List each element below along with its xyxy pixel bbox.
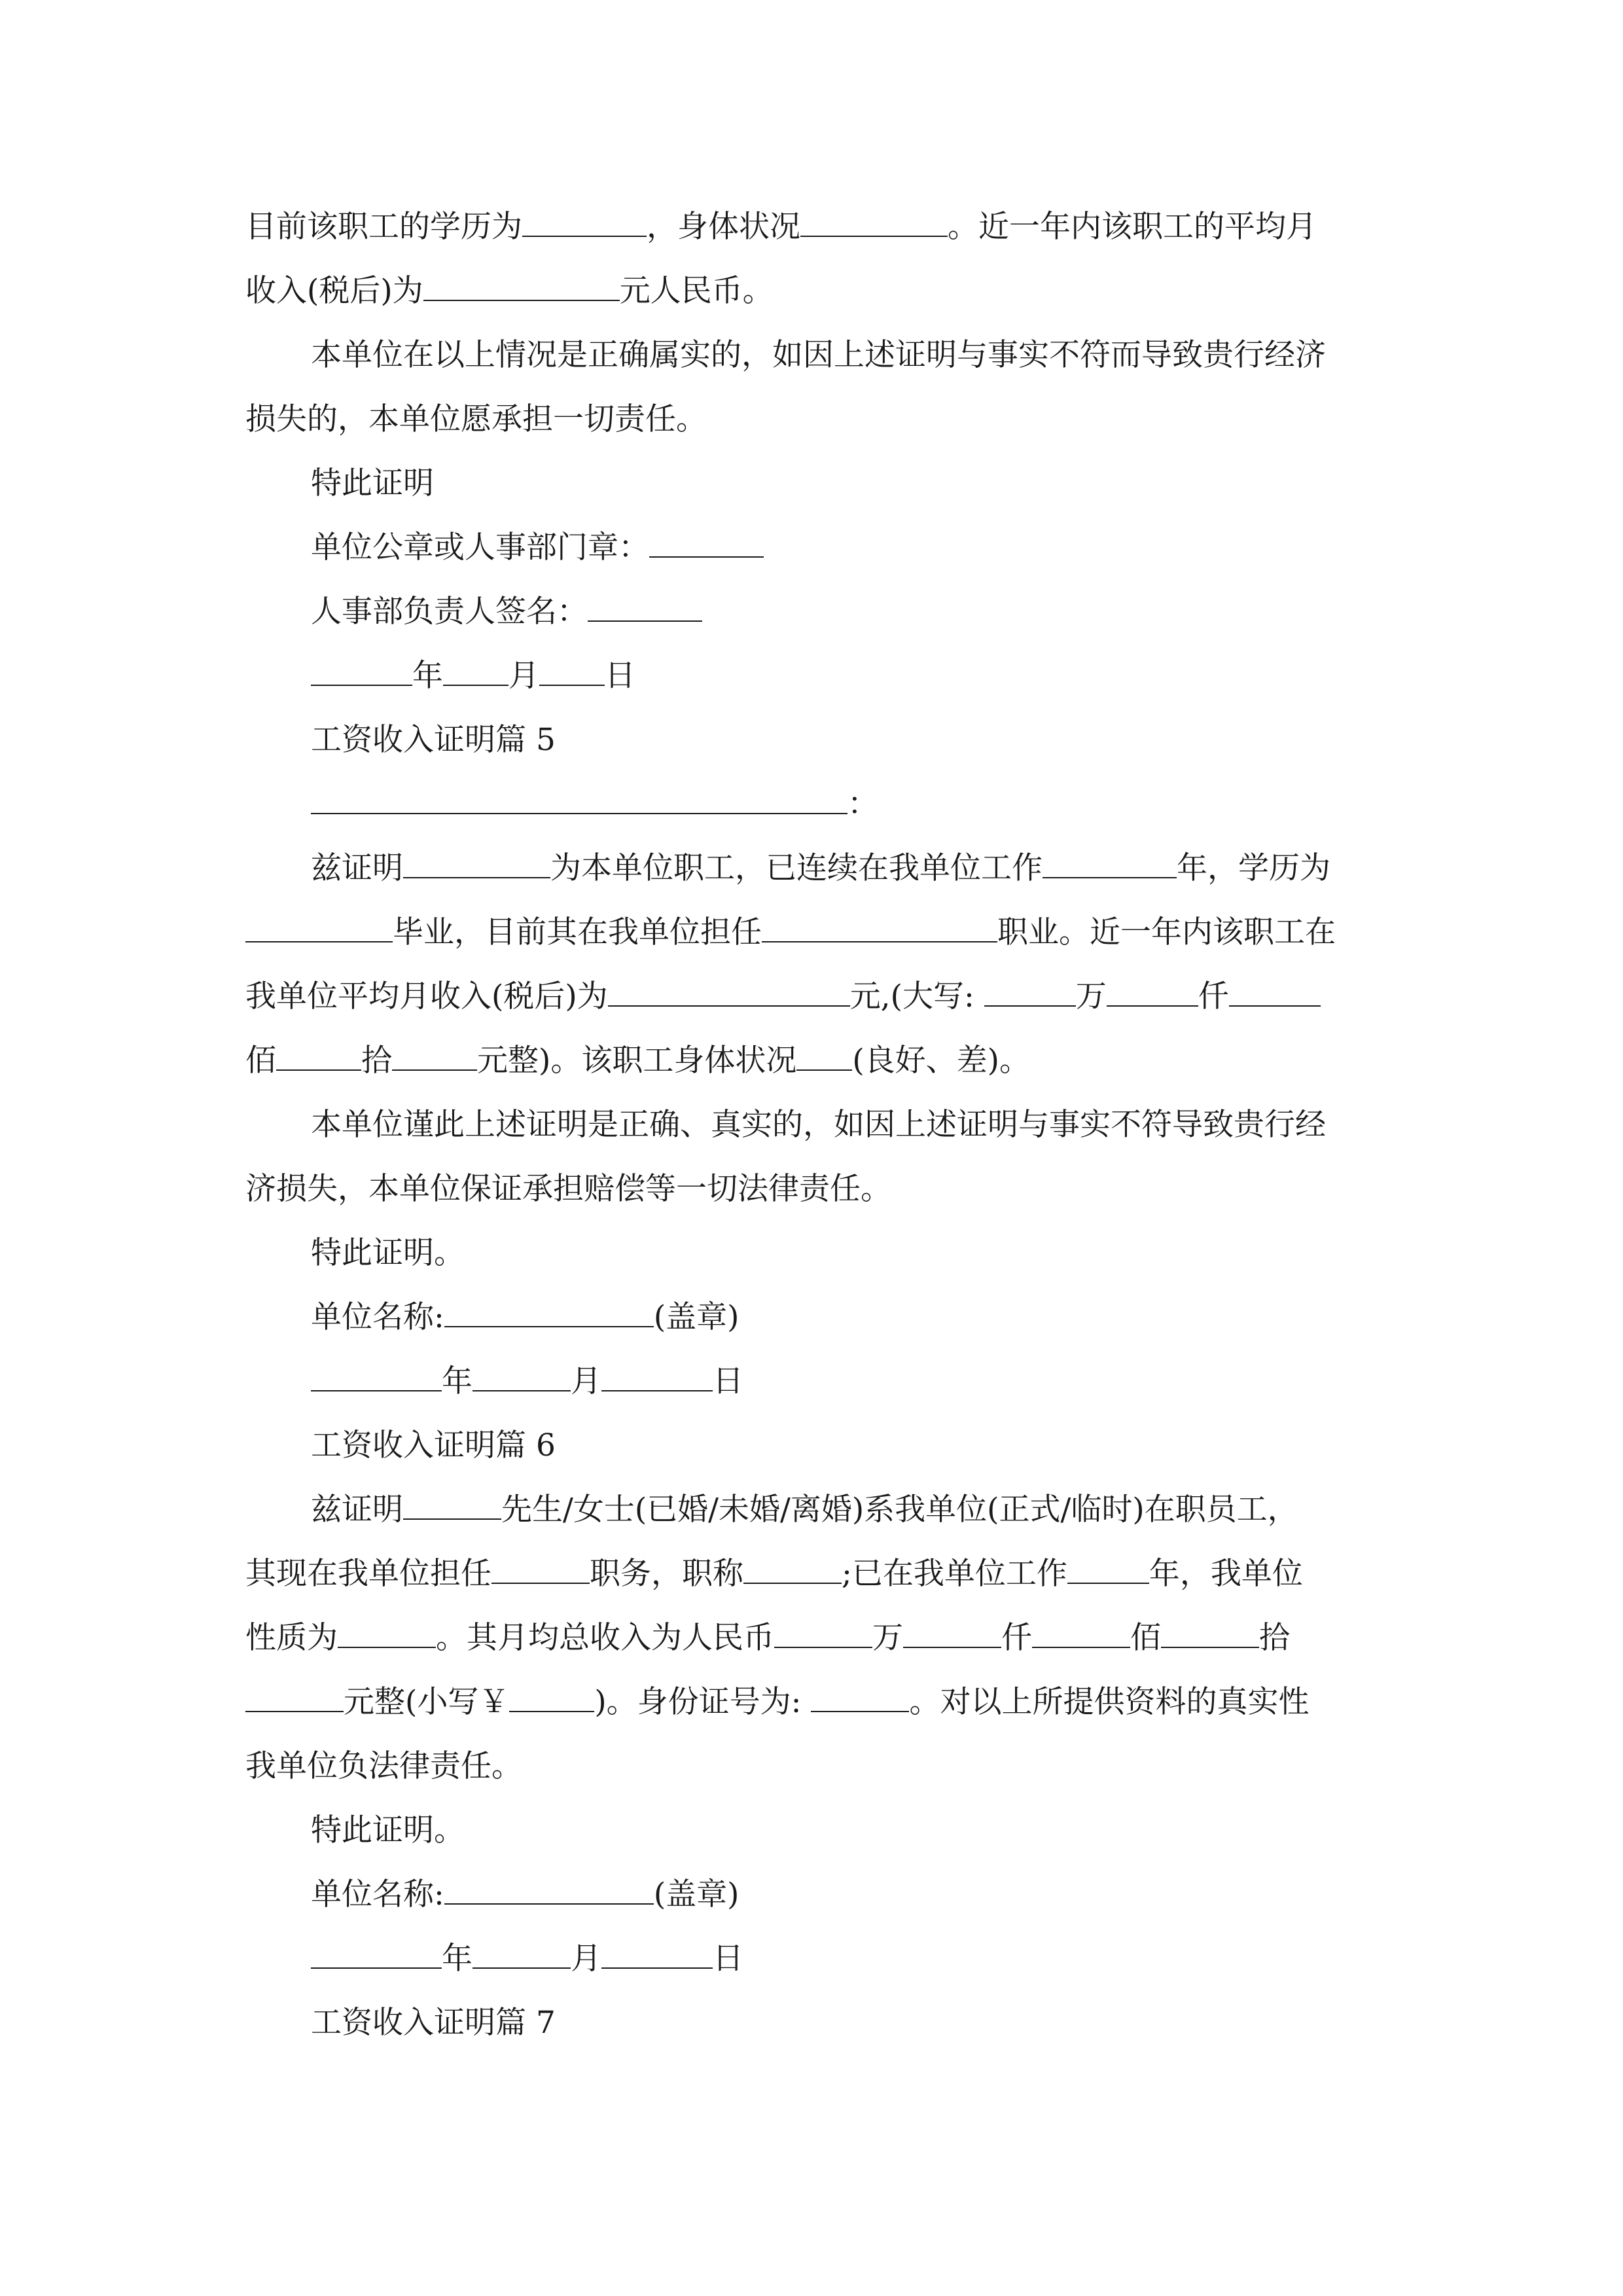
text: 。近一年内该职工的平均月 bbox=[948, 209, 1317, 245]
section-heading bbox=[311, 2003, 1384, 2043]
text-line bbox=[245, 272, 1384, 311]
seal-label: 单位公章或人事部门章： bbox=[311, 529, 649, 565]
text: 兹证明 bbox=[311, 1492, 403, 1528]
text-line bbox=[245, 1041, 1384, 1081]
text: ，身体状况 bbox=[647, 209, 800, 245]
text: 职业。近一年内该职工在 bbox=[997, 914, 1336, 950]
year-field[interactable] bbox=[311, 1941, 442, 1969]
month-field[interactable] bbox=[473, 1364, 571, 1391]
text-line bbox=[245, 207, 1384, 247]
seal-line bbox=[311, 528, 1384, 567]
text: 日 bbox=[605, 658, 635, 694]
day-field[interactable] bbox=[539, 658, 605, 686]
section-heading bbox=[311, 721, 1384, 760]
month-field[interactable] bbox=[473, 1941, 571, 1969]
text: 工资收入证明篇 6 bbox=[311, 1427, 556, 1463]
blank-bai-extra[interactable] bbox=[1229, 979, 1321, 1007]
text: (良好、差)。 bbox=[852, 1043, 1031, 1079]
blank-yuan[interactable] bbox=[245, 1685, 344, 1712]
text: 年 bbox=[442, 1363, 473, 1399]
text: 年，学历为 bbox=[1177, 850, 1330, 886]
text: 济损失，本单位保证承担赔偿等一切法律责任。 bbox=[245, 1171, 891, 1207]
blank-amount-figure[interactable] bbox=[509, 1685, 594, 1712]
text: 工资收入证明篇 7 bbox=[311, 2005, 556, 2041]
text: 月 bbox=[508, 658, 539, 694]
unit-name-line bbox=[311, 1298, 1384, 1337]
blank-health[interactable] bbox=[796, 1043, 852, 1071]
text: 毕业，目前其在我单位担任 bbox=[393, 914, 762, 950]
blank-qian[interactable] bbox=[903, 1621, 1001, 1648]
year-field[interactable] bbox=[311, 658, 412, 686]
blank-income[interactable] bbox=[608, 979, 850, 1007]
text: 元整)。该职工身体状况 bbox=[477, 1043, 797, 1079]
text: 元,(大写: bbox=[849, 978, 974, 1014]
certify-text bbox=[311, 1234, 1384, 1273]
unit-name-line bbox=[311, 1875, 1384, 1914]
blank-shi[interactable] bbox=[1161, 1621, 1259, 1648]
text: 月 bbox=[571, 1363, 601, 1399]
text-line bbox=[311, 1490, 1384, 1530]
text: 目前该职工的学历为 bbox=[245, 209, 522, 245]
text: 我单位平均月收入(税后)为 bbox=[245, 978, 608, 1014]
certify-text bbox=[311, 1811, 1384, 1850]
text: 兹证明 bbox=[311, 850, 403, 886]
unit-name-label: 单位名称: bbox=[311, 1299, 444, 1335]
text-line bbox=[311, 1105, 1384, 1145]
text: 。其月均总收入为人民币 bbox=[436, 1620, 774, 1656]
blank-education[interactable] bbox=[522, 209, 647, 237]
text: 先生/女士(已婚/未婚/离婚)系我单位(正式/临时)在职员工， bbox=[501, 1492, 1298, 1528]
blank-yuan[interactable] bbox=[392, 1043, 477, 1071]
day-field[interactable] bbox=[601, 1364, 713, 1391]
day-field[interactable] bbox=[601, 1941, 713, 1969]
addressee-line bbox=[311, 785, 1384, 824]
signature-line bbox=[311, 592, 1384, 632]
text: 拾 bbox=[361, 1043, 392, 1079]
blank-title[interactable] bbox=[743, 1556, 842, 1584]
text: 。对以上所提供资料的真实性 bbox=[909, 1684, 1310, 1720]
text-line bbox=[245, 1683, 1384, 1722]
text: 工资收入证明篇 5 bbox=[311, 722, 556, 758]
text: 元整(小写￥ bbox=[344, 1684, 510, 1720]
unit-name-field[interactable] bbox=[444, 1300, 654, 1327]
text: 损失的，本单位愿承担一切责任。 bbox=[245, 401, 707, 437]
addressee-field[interactable] bbox=[311, 787, 847, 814]
text: 本单位谨此上述证明是正确、真实的，如因上述证明与事实不符导致贵行经 bbox=[311, 1107, 1326, 1143]
text-line bbox=[245, 400, 1384, 439]
text-line bbox=[245, 1619, 1384, 1658]
month-field[interactable] bbox=[443, 658, 508, 686]
text: 日 bbox=[713, 1363, 743, 1399]
text-line bbox=[311, 336, 1384, 375]
blank-years[interactable] bbox=[1067, 1556, 1149, 1584]
certify-text bbox=[311, 464, 1384, 503]
year-field[interactable] bbox=[311, 1364, 442, 1391]
blank-position[interactable] bbox=[762, 915, 997, 942]
text: 特此证明 bbox=[311, 465, 434, 501]
text-line bbox=[245, 1554, 1384, 1594]
signature-field[interactable] bbox=[588, 594, 702, 622]
text: 年，我单位 bbox=[1149, 1556, 1303, 1592]
text: 仟 bbox=[1198, 978, 1229, 1014]
text-line bbox=[245, 977, 1384, 1016]
text-line bbox=[245, 1170, 1384, 1209]
date-line bbox=[311, 1362, 1384, 1401]
text: 其现在我单位担任 bbox=[245, 1556, 491, 1592]
text: 日 bbox=[713, 1941, 743, 1977]
text: 特此证明。 bbox=[311, 1235, 465, 1271]
unit-name-field[interactable] bbox=[444, 1877, 654, 1905]
text-line bbox=[311, 849, 1384, 888]
text: ： bbox=[847, 786, 878, 822]
unit-name-label: 单位名称: bbox=[311, 1876, 444, 1912]
blank-name[interactable] bbox=[403, 851, 550, 878]
blank-name[interactable] bbox=[403, 1492, 501, 1520]
text: 年 bbox=[412, 658, 443, 694]
blank-duty[interactable] bbox=[491, 1556, 590, 1584]
text: 佰 bbox=[245, 1043, 276, 1079]
text: 本单位在以上情况是正确属实的，如因上述证明与事实不符而导致贵行经济 bbox=[311, 337, 1326, 373]
text-line bbox=[245, 913, 1384, 952]
text-line bbox=[245, 1747, 1384, 1786]
blank-id-number[interactable] bbox=[811, 1685, 909, 1712]
section-heading bbox=[311, 1426, 1384, 1465]
blank-education[interactable] bbox=[245, 915, 393, 942]
text: 元人民币。 bbox=[619, 273, 774, 309]
blank-wan[interactable] bbox=[774, 1621, 872, 1648]
text: 职务，职称 bbox=[590, 1556, 743, 1592]
text: 收入(税后)为 bbox=[245, 273, 423, 309]
text: 拾 bbox=[1259, 1620, 1290, 1656]
text: 万 bbox=[872, 1620, 903, 1656]
text: 特此证明。 bbox=[311, 1812, 465, 1848]
date-line bbox=[311, 1939, 1384, 1979]
seal-note: (盖章) bbox=[653, 1299, 740, 1335]
blank-qian[interactable] bbox=[1107, 979, 1198, 1007]
text: 性质为 bbox=[245, 1620, 338, 1656]
text: 为本单位职工，已连续在我单位工作 bbox=[550, 850, 1043, 886]
text: 佰 bbox=[1130, 1620, 1161, 1656]
seal-note: (盖章) bbox=[653, 1876, 740, 1912]
seal-field[interactable] bbox=[649, 530, 764, 558]
blank-income[interactable] bbox=[423, 274, 620, 301]
blank-wan[interactable] bbox=[984, 979, 1076, 1007]
text: ;已在我单位工作 bbox=[842, 1556, 1067, 1592]
text: 年 bbox=[442, 1941, 473, 1977]
blank-shi[interactable] bbox=[276, 1043, 361, 1071]
blank-years[interactable] bbox=[1043, 851, 1177, 878]
signature-label: 人事部负责人签名： bbox=[311, 594, 588, 630]
text: 月 bbox=[571, 1941, 601, 1977]
blank-bai[interactable] bbox=[1032, 1621, 1130, 1648]
text: 万 bbox=[1075, 978, 1107, 1014]
blank-health[interactable] bbox=[800, 209, 948, 237]
text: 我单位负法律责任。 bbox=[245, 1748, 522, 1784]
date-line bbox=[311, 656, 1384, 696]
text: )。身份证号为: bbox=[594, 1684, 802, 1720]
text: 仟 bbox=[1001, 1620, 1032, 1656]
blank-nature[interactable] bbox=[338, 1621, 436, 1648]
